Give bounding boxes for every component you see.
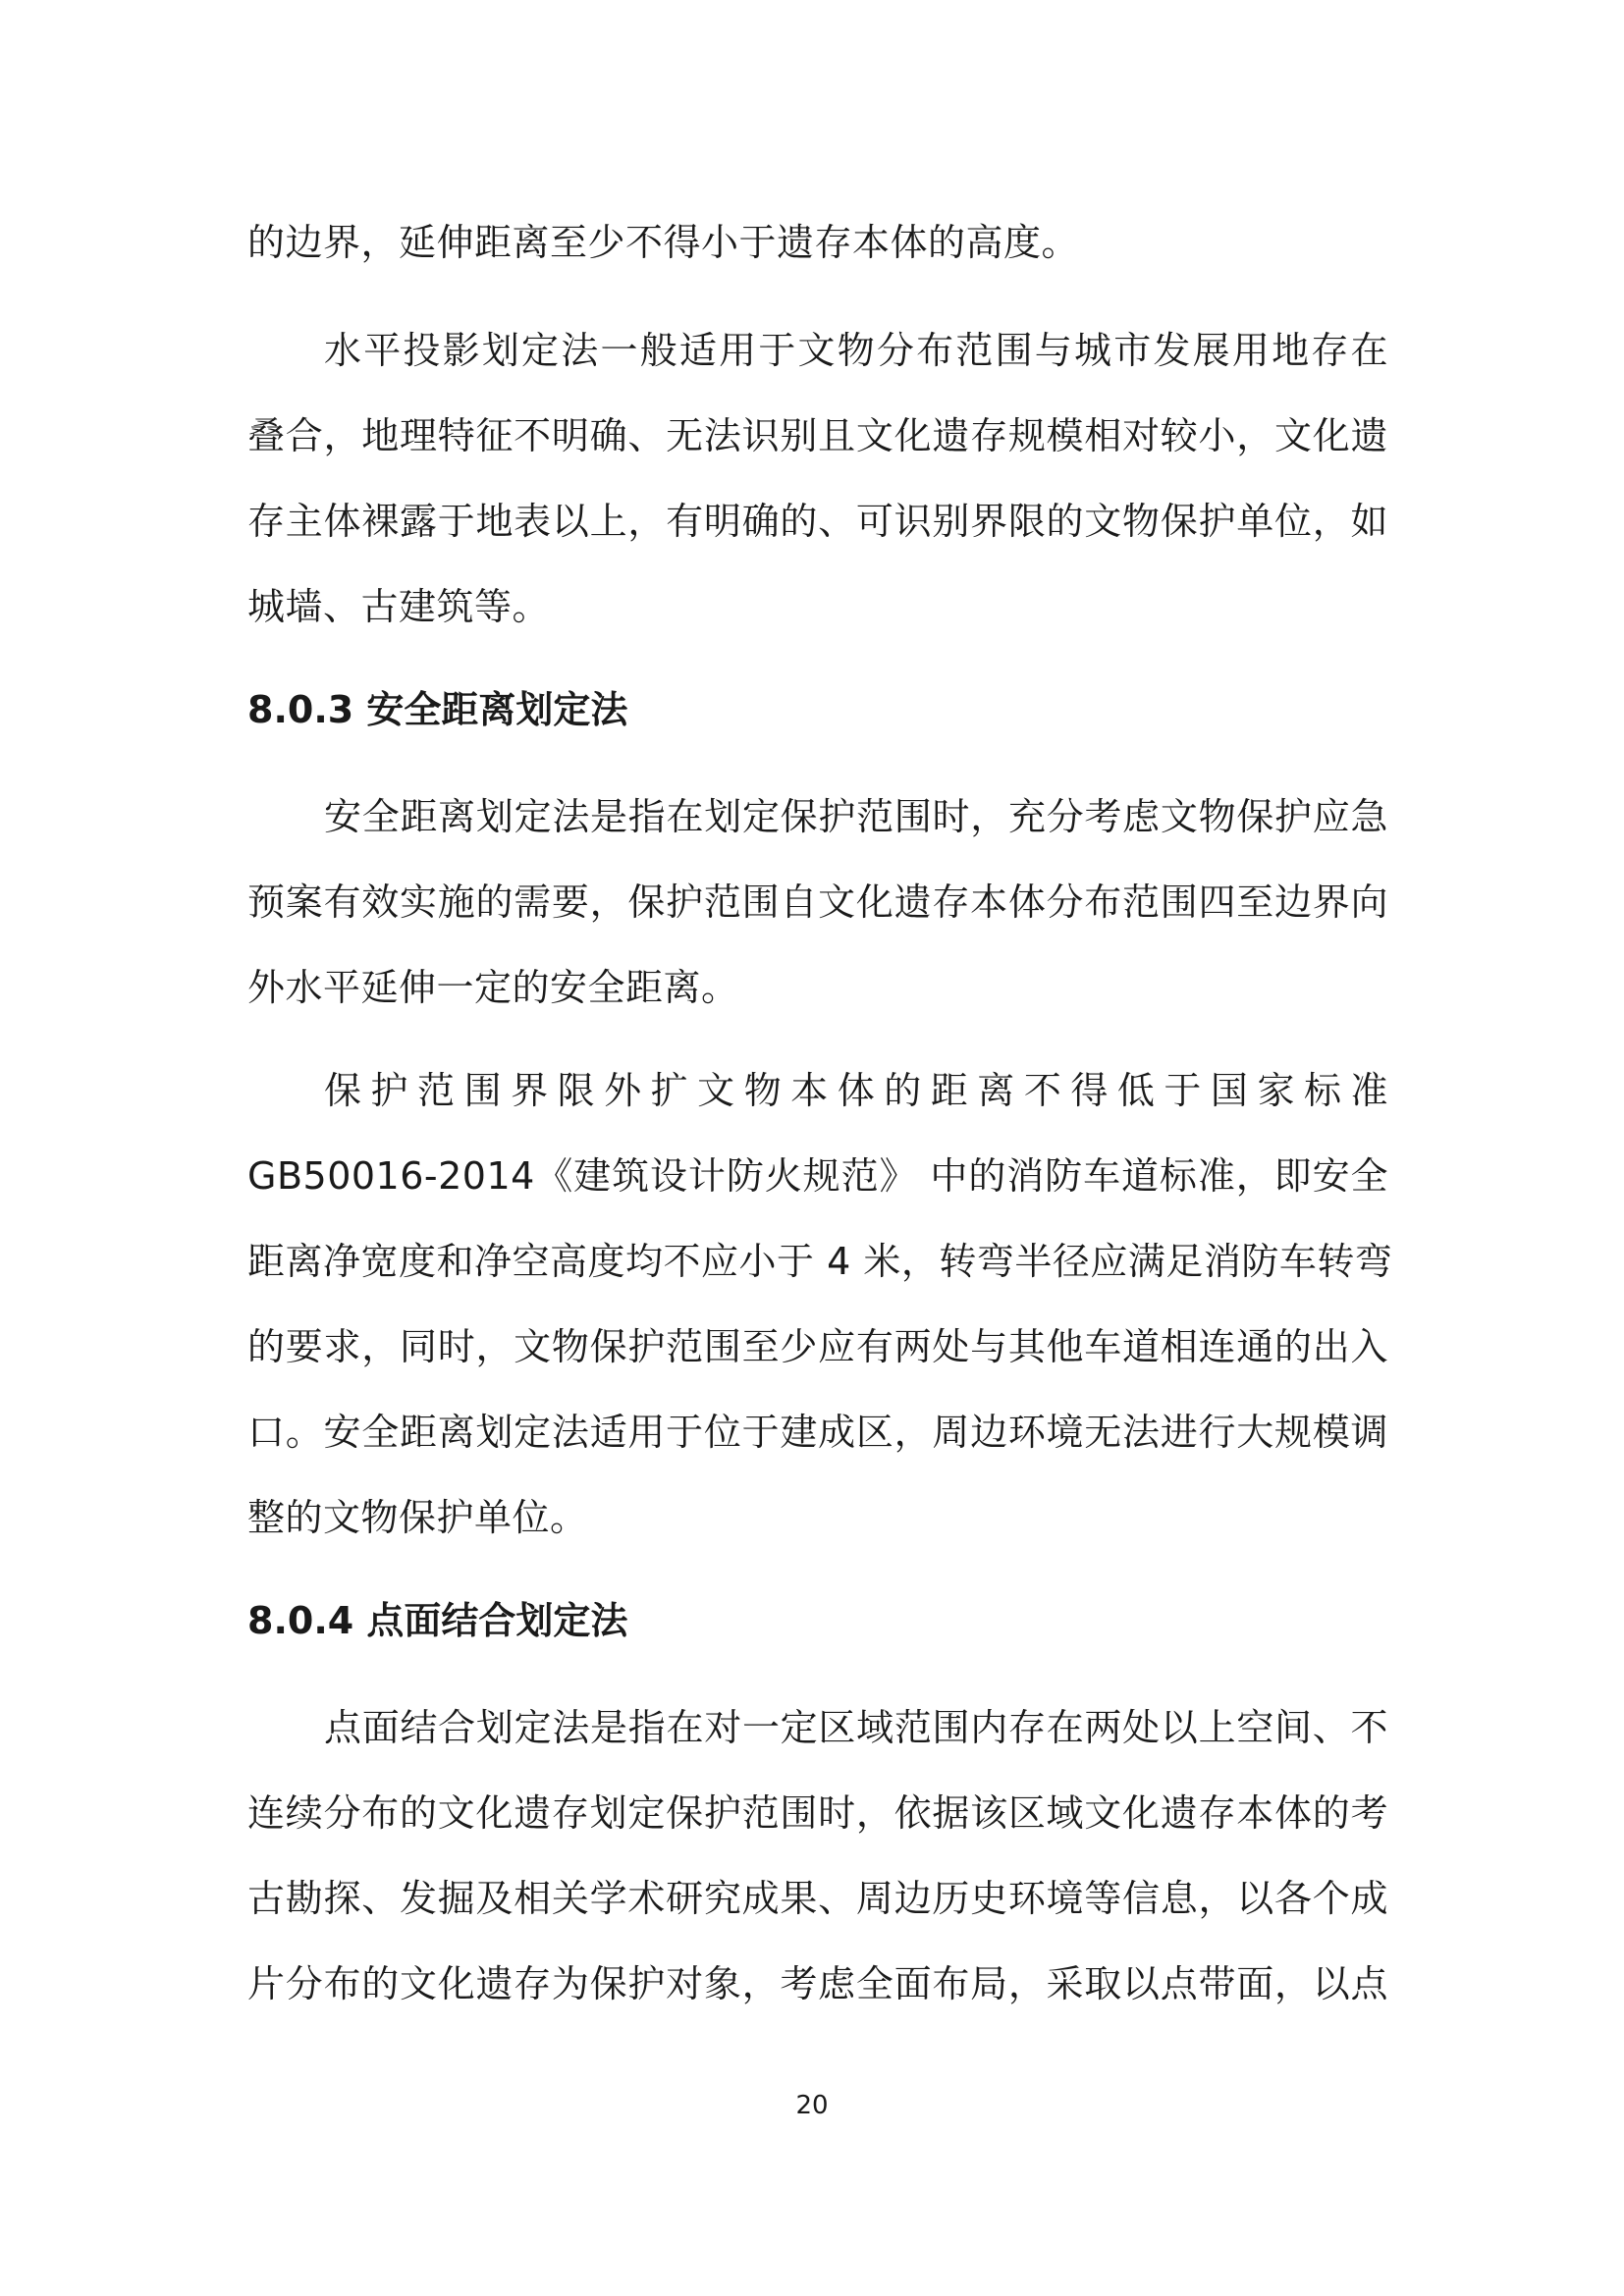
paragraph-line: 古勘探、发掘及相关学术研究成果、周边历史环境等信息，以各个成	[247, 1877, 1388, 1920]
paragraph-line: 叠合，地理特征不明确、无法识别且文化遗存规模相对较小，文化遗	[247, 414, 1388, 457]
paragraph-line: 城墙、古建筑等。	[247, 585, 551, 628]
page-number: 20	[795, 2091, 829, 2120]
paragraph-line: 点面结合划定法是指在对一定区域范围内存在两处以上空间、不	[324, 1706, 1388, 1749]
paragraph-line: 水平投影划定法一般适用于文物分布范围与城市发展用地存在	[324, 329, 1388, 372]
paragraph-line: 片分布的文化遗存为保护对象，考虑全面布局，采取以点带面，以点	[247, 1962, 1388, 2005]
paragraph-line: 外水平延伸一定的安全距离。	[247, 966, 739, 1009]
paragraph-line: 预案有效实施的需要，保护范围自文化遗存本体分布范围四至边界向	[247, 881, 1388, 924]
paragraph-line: 整的文物保护单位。	[247, 1496, 588, 1539]
paragraph-line: 存主体裸露于地表以上，有明确的、可识别界限的文物保护单位，如	[247, 500, 1388, 543]
paragraph-line: 连续分布的文化遗存划定保护范围时，依据该区域文化遗存本体的考	[247, 1791, 1388, 1835]
paragraph-line: 安全距离划定法是指在划定保护范围时，充分考虑文物保护应急	[324, 795, 1388, 838]
section-heading: 8.0.4 点面结合划定法	[247, 1599, 628, 1642]
paragraph-line: 的要求，同时，文物保护范围至少应有两处与其他车道相连通的出入	[247, 1325, 1388, 1368]
paragraph-line: 保护范围界限外扩文物本体的距离不得低于国家标准	[324, 1069, 1388, 1112]
paragraph-line: 口。安全距离划定法适用于位于建成区，周边环境无法进行大规模调	[247, 1411, 1388, 1454]
paragraph-line: GB50016-2014《建筑设计防火规范》 中的消防车道标准，即安全	[247, 1154, 1388, 1198]
paragraph-line: 的边界，延伸距离至少不得小于遗存本体的高度。	[247, 221, 1080, 264]
paragraph-line: 距离净宽度和净空高度均不应小于 4 米，转弯半径应满足消防车转弯	[247, 1240, 1393, 1283]
section-heading: 8.0.3 安全距离划定法	[247, 688, 628, 731]
